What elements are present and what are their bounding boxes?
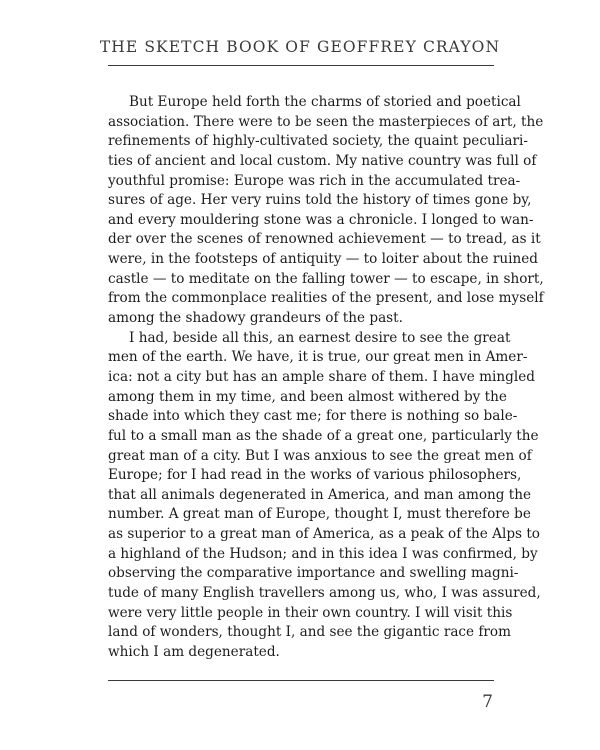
text-line: But Europe held forth the charms of storied and poetical — [129, 94, 521, 110]
text-line: observing the comparative importance and swelling magni- — [108, 565, 519, 582]
text-line: that all animals degenerated in America, and man among the — [108, 486, 532, 503]
text-line: as superior to a great man of America, as a peak of the Alps to — [108, 526, 540, 543]
text-line: shade into which they cast me; for there is nothing so bale- — [108, 408, 518, 425]
text-line: land of wonders, thought I, and see the gigantic race from — [108, 624, 512, 641]
page-number: 7 — [482, 692, 493, 712]
text-line: castle — to meditate on the falling tower — to escape, in short, — [108, 270, 544, 287]
text-line: ful to a small man as the shade of a great one, particularly the — [108, 427, 539, 444]
text-line: tude of many English travellers among us, who, I was assured, — [108, 585, 541, 602]
text-line: among them in my time, and been almost withered by the — [108, 388, 507, 405]
text-line: among the shadowy grandeurs of the past. — [108, 310, 403, 327]
header-rule — [108, 65, 494, 66]
text-line: number. A great man of Europe, thought I, must therefore be — [108, 506, 531, 523]
text-line: ica: not a city but has an ample share of them. I have mingled — [108, 368, 535, 385]
paragraph — [108, 329, 541, 663]
body-text — [108, 93, 544, 663]
text-line: which I am degenerated. — [108, 643, 280, 660]
text-line: ties of ancient and local custom. My native country was full of — [108, 152, 537, 169]
text-line: great man of a city. But I was anxious to see the great men of — [108, 447, 532, 464]
text-line: der over the scenes of renowned achievement — to tread, as it — [108, 231, 541, 248]
footer-rule — [108, 680, 494, 681]
running-head: THE SKETCH BOOK OF GEOFFREY CRAYON — [99, 38, 501, 56]
text-line: were very little people in their own country. I will visit this — [108, 604, 513, 621]
text-line: youthful promise: Europe was rich in the accumulated trea- — [108, 172, 521, 189]
text-line: association. There were to be seen the masterpieces of art, the — [108, 113, 544, 130]
text-line: a highland of the Hudson; and in this idea I was confirmed, by — [108, 545, 538, 562]
text-line: I had, beside all this, an earnest desire to see the great — [129, 329, 511, 346]
text-line: sures of age. Her very ruins told the history of times gone by, — [108, 192, 532, 209]
paragraph — [108, 93, 544, 329]
text-line: were, in the footsteps of antiquity — to loiter about the ruined — [108, 251, 538, 268]
text-line: men of the earth. We have, it is true, our great men in Amer- — [108, 349, 528, 366]
text-line: and every mouldering stone was a chronicle. I longed to wan- — [108, 211, 534, 228]
text-line: refinements of highly-cultivated society, the quaint peculiari- — [108, 133, 528, 150]
text-line: Europe; for I had read in the works of various philosophers, — [108, 467, 522, 484]
text-line: from the commonplace realities of the present, and lose myself — [108, 290, 544, 307]
